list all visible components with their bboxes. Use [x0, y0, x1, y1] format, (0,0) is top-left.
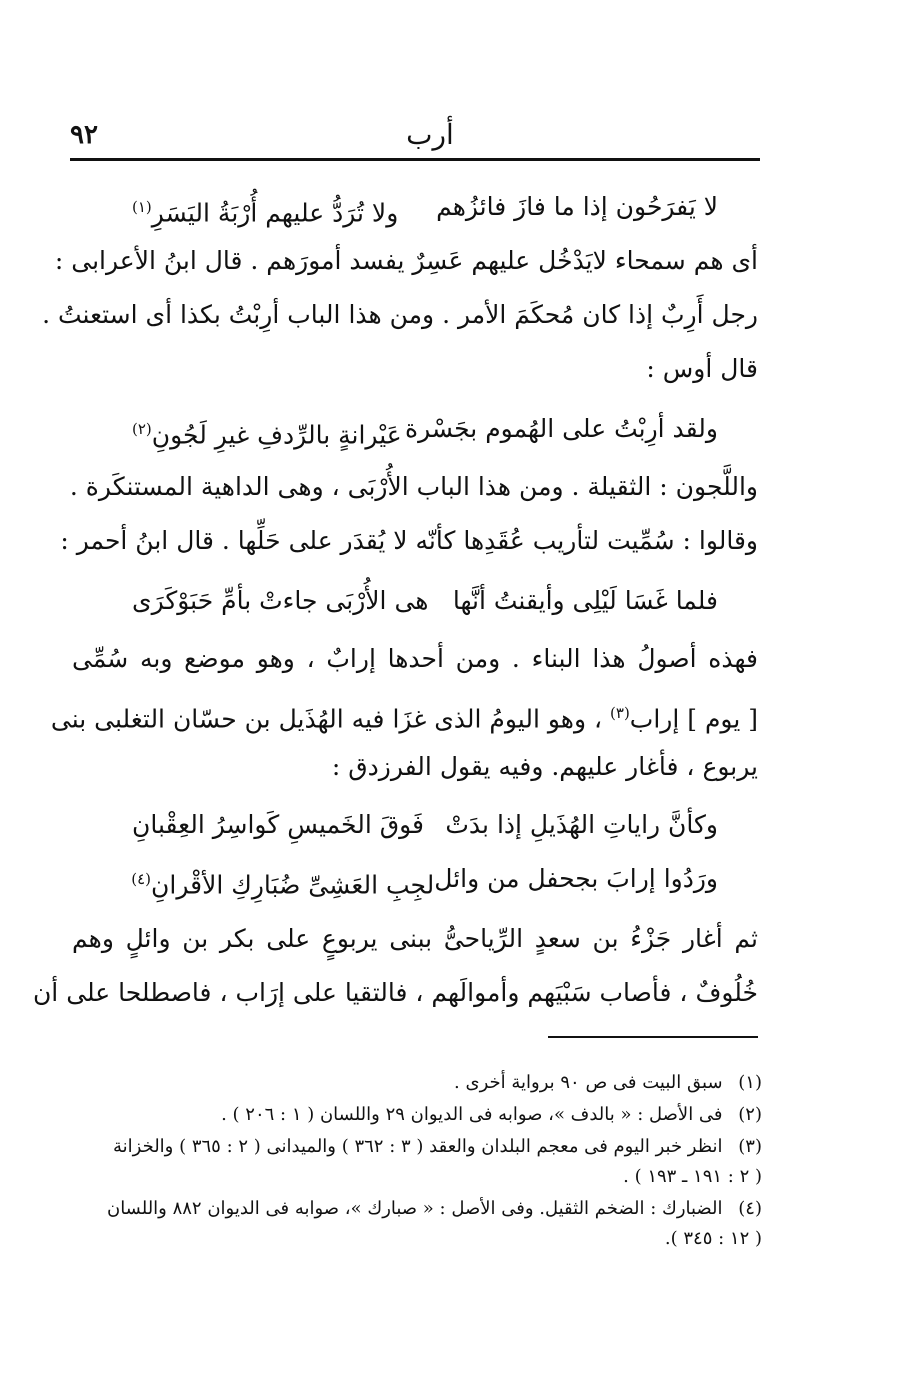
verse-5	[72, 852, 758, 912]
verse-1-right-hemistich: لا يَفرَحُون إذا ما فازَ فائزُهم	[436, 192, 718, 221]
verse-1-left-text: ولا تُرَدُّ عليهم أُرْبَةُ اليَسَرِ	[151, 198, 399, 228]
footnote-4	[72, 1194, 762, 1224]
footnote-separator	[548, 1036, 758, 1038]
para-3-line-2-start: [ يوم ] إراب	[629, 704, 758, 734]
para-1-line-3: قال أوس :	[646, 354, 758, 383]
footnote-text: الضبارك : الضخم الثقيل. وفى الأصل : « صبارك »، صوابه فى الديوان ٨٨٢ واللسان	[106, 1198, 723, 1219]
footnote-3	[72, 1132, 762, 1162]
footnote-number: (١)	[738, 1072, 762, 1093]
footnote-text: سبق البيت فى ص ٩٠ برواية أخرى .	[454, 1072, 723, 1093]
page-number: ٩٢	[70, 120, 98, 150]
para-4-line-1: ثم أغار جَزْءُ بن سعدٍ الرِّياحىُّ ببنى يربوعٍ على بكر بن وائلٍ وهم	[72, 924, 758, 953]
verse-2-left-text: عَيْرانةٍ بالرِّدفِ غيرِ لَجُونِ	[151, 420, 402, 450]
para-3-line-3: يربوع ، فأغار عليهم. وفيه يقول الفرزدق :	[331, 752, 758, 781]
verse-2-left-hemistich	[132, 402, 402, 462]
para-2-line-1: واللَّجون : الثقيلة . ومن هذا الباب الأُرْبَى ، وهى الداهية المستنكَرة .	[69, 472, 758, 501]
verse-5-left-text: لجِبِ العَشِىِّ ضُبَارِكِ الأقْرانِ	[151, 870, 435, 900]
verse-1	[72, 180, 758, 240]
verse-3	[72, 574, 758, 628]
footnote-ref-4[interactable]: (٤)	[131, 870, 152, 888]
footnote-number: (٤)	[738, 1198, 762, 1219]
verse-2-right-hemistich: ولقد أرِبْتُ على الهُموم بجَسْرة	[404, 414, 718, 443]
para-3-line-1: فهذه أصولُ هذا البناء . ومن أحدها إرابٌ ، وهو موضع وبه سُمِّى	[72, 644, 758, 673]
footnote-4-continuation: ( ١٢ : ٣٤٥ ).	[664, 1228, 762, 1249]
footnote-ref-3[interactable]: (٣)	[610, 704, 630, 722]
page-header	[70, 112, 760, 160]
running-head: أرب	[406, 118, 454, 151]
verse-4-left-hemistich: فَوقَ الخَميسِ كَواسِرُ العِقْبانِ	[132, 810, 424, 839]
footnote-3-continuation: ( ٢ : ١٩١ ـ ١٩٣ ) .	[623, 1166, 762, 1187]
para-3-line-2-rest: ، وهو اليومُ الذى غزَا فيه الهُذَيل بن حسّان التغلبى بنى	[50, 704, 603, 734]
header-rule	[70, 158, 760, 161]
verse-1-left-hemistich	[132, 180, 398, 240]
footnote-ref-2[interactable]: (٢)	[132, 420, 152, 438]
footnote-text: انظر خبر اليوم فى معجم البلدان والعقد ( ٣ : ٣٦٢ ) والميدانى ( ٢ : ٣٦٥ ) والخزانة	[112, 1136, 723, 1157]
verse-5-right-hemistich: ورَدُوا إرابَ بجحفل من وائل	[434, 864, 718, 893]
para-2-line-2: وقالوا : سُمِّيت لتأريب عُقَدِها كأنّه لا يُقدَر على حَلِّها . قال ابنُ أحمر :	[60, 526, 758, 555]
verse-5-left-hemistich	[131, 852, 434, 912]
footnote-text: فى الأصل : « بالدف »، صوابه فى الديوان ٢٩ واللسان ( ١ : ٢٠٦ ) .	[221, 1104, 723, 1125]
verse-2	[72, 402, 758, 462]
footnote-number: (٣)	[738, 1136, 762, 1157]
footnote-1	[72, 1068, 762, 1098]
para-1-line-1: أى هم سمحاء لايَدْخُل عليهم عَسِرٌ يفسد أمورَهم . قال ابنُ الأعرابى :	[54, 246, 758, 275]
verse-4	[72, 798, 758, 852]
para-3-line-2	[50, 686, 758, 746]
para-4-line-2: خُلُوفٌ ، فأصاب سَبْيَهم وأموالَهم ، فالتقيا على إرَاب ، فاصطلحا على أن	[32, 978, 758, 1007]
footnote-number: (٢)	[738, 1104, 762, 1125]
verse-3-right-hemistich: فلما غَسَا لَيْلِى وأيقنتُ أنَّها	[452, 586, 718, 615]
verse-4-right-hemistich: وكأنَّ راياتِ الهُذَيلِ إذا بدَتْ	[445, 810, 718, 839]
footnote-2	[72, 1100, 762, 1130]
verse-3-left-hemistich: هى الأُرْبَى جاءتْ بأمِّ حَبَوْكَرَى	[132, 586, 429, 615]
para-1-line-2: رجل أَرِبٌ إذا كان مُحكَمَ الأمر . ومن هذا الباب أرِبْتُ بكذا أى استعنتُ .	[42, 300, 758, 329]
footnote-ref-1[interactable]: (١)	[132, 198, 152, 216]
